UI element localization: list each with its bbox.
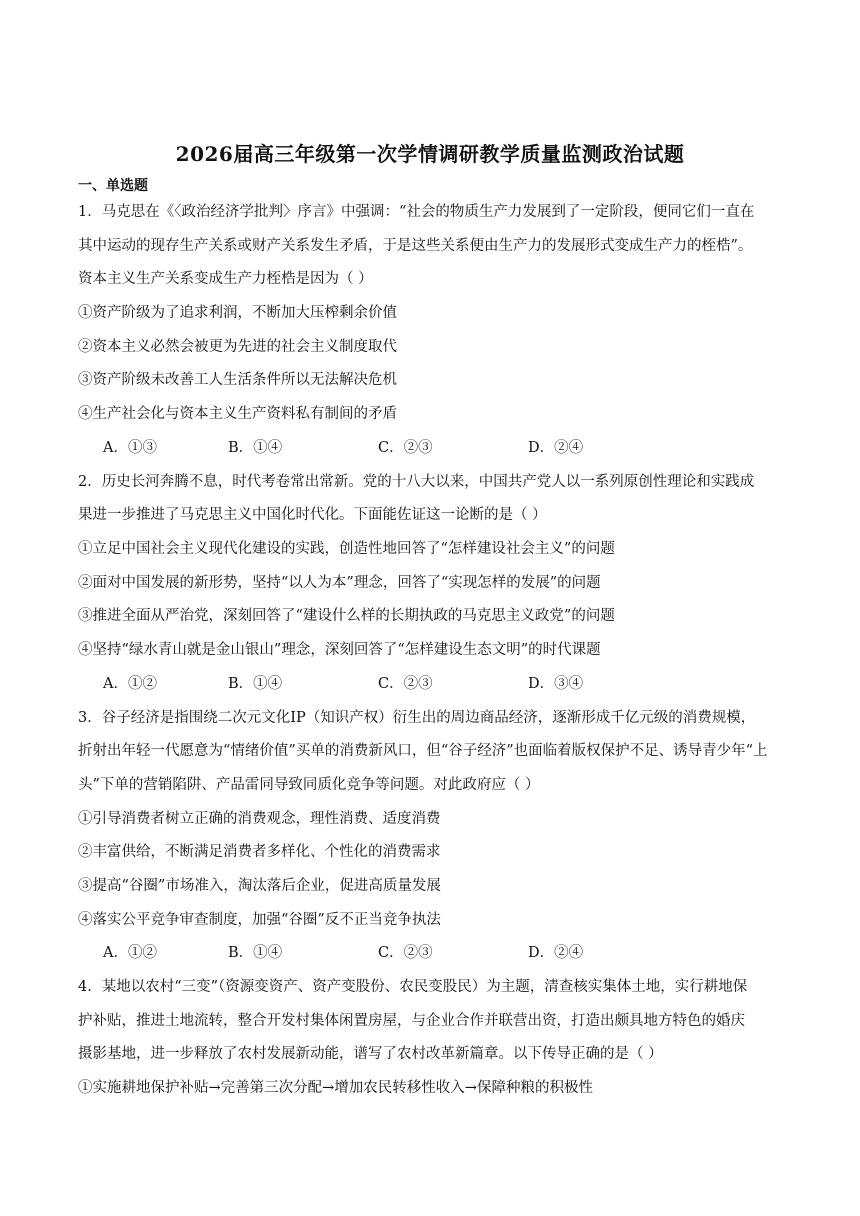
q3-option-c[interactable]: C．②③ [378,945,433,961]
q3-option-a[interactable]: A．①② [103,945,157,961]
q1-options [103,438,803,458]
q1-option-c[interactable]: C．②③ [378,440,433,456]
q4-stem-line-1: 4．某地以农村“三变”（资源变资产、资产变股份、农民变股民）为主题，清查核实集体土地，实行耕地保 [78,979,748,995]
q2-item-4: ④坚持“绿水青山就是金山银山”理念，深刻回答了“怎样建设生态文明”的时代课题 [78,642,601,658]
q3-stem-line-1: 3．谷子经济是指围绕二次元文化IP（知识产权）衍生出的周边商品经济，逐渐形成千亿元级的消费规模， [78,710,756,726]
q1-item-1: ①资产阶级为了追求利润，不断加大压榨剩余价值 [78,305,397,321]
q4-stem-line-2: 护补贴，推进土地流转，整合开发村集体闲置房屋，与企业合作并联营出资，打造出颇具地方特色的婚庆 [78,1013,745,1029]
q1-option-b[interactable]: B．①④ [228,440,283,456]
q4-item-1: ①实施耕地保护补贴→完善第三次分配→增加农民转移性收入→保障种粮的积极性 [78,1080,593,1096]
q1-option-a[interactable]: A．①③ [103,440,157,456]
q1-item-4: ④生产社会化与资本主义生产资料私有制间的矛盾 [78,406,397,422]
q3-stem-line-3: 头”下单的营销陷阱、产品雷同导致同质化竞争等问题。对此政府应（ ） [78,777,540,793]
q3-stem-line-2: 折射出年轻一代愿意为“情绪价值”买单的消费新风口，但“谷子经济”也面临着版权保护不足、诱导青少年“上 [78,743,768,759]
q3-item-4: ④落实公平竞争审查制度，加强“谷圈”反不正当竞争执法 [78,912,441,928]
q2-stem-line-2: 果进一步推进了马克思主义中国化时代化。下面能佐证这一论断的是（ ） [78,507,547,523]
exam-title: 2026届高三年级第一次学情调研教学质量监测政治试题 [175,142,685,166]
q1-stem-line-3: 资本主义生产关系变成生产力桎梏是因为（ ） [78,271,373,287]
q2-item-2: ②面对中国发展的新形势，坚持“以人为本”理念，回答了“实现怎样的发展”的问题 [78,575,601,591]
section-heading: 一、单选题 [78,178,148,194]
q3-item-2: ②丰富供给，不断满足消费者多样化、个性化的消费需求 [78,844,441,860]
q2-item-1: ①立足中国社会主义现代化建设的实践，创造性地回答了“怎样建设社会主义”的问题 [78,541,615,557]
q4-stem-line-3: 摄影基地，进一步释放了农村发展新动能，谱写了农村改革新篇章。以下传导正确的是（ ） [78,1046,663,1062]
q3-option-b[interactable]: B．①④ [228,945,283,961]
q2-item-3: ③推进全面从严治党，深刻回答了“建设什么样的长期执政的马克思主义政党”的问题 [78,608,615,624]
q2-option-d[interactable]: D．③④ [528,676,584,692]
q2-option-b[interactable]: B．①④ [228,676,283,692]
q1-stem-line-2: 其中运动的现存生产关系或财产关系发生矛盾，于是这些关系便由生产力的发展形式变成生产力的桎梏”。 [78,238,753,254]
q2-option-a[interactable]: A．①② [103,676,157,692]
q1-stem-line-1: 1．马克思在《〈政治经济学批判〉序言》中强调：“社会的物质生产力发展到了一定阶段，便同它们一直在 [78,204,755,220]
q1-item-3: ③资产阶级未改善工人生活条件所以无法解决危机 [78,372,397,388]
q3-item-3: ③提高“谷圈”市场准入，淘汰落后企业，促进高质量发展 [78,878,441,894]
q3-option-d[interactable]: D．②④ [528,945,584,961]
q1-item-2: ②资本主义必然会被更为先进的社会主义制度取代 [78,339,397,355]
q2-options [103,674,803,694]
q3-options [103,943,803,963]
q2-stem-line-1: 2．历史长河奔腾不息，时代考卷常出常新。党的十八大以来，中国共产党人以一系列原创性理论和实践成 [78,474,755,490]
q1-option-d[interactable]: D．②④ [528,440,584,456]
q2-option-c[interactable]: C．②③ [378,676,433,692]
q3-item-1: ①引导消费者树立正确的消费观念，理性消费、适度消费 [78,811,441,827]
